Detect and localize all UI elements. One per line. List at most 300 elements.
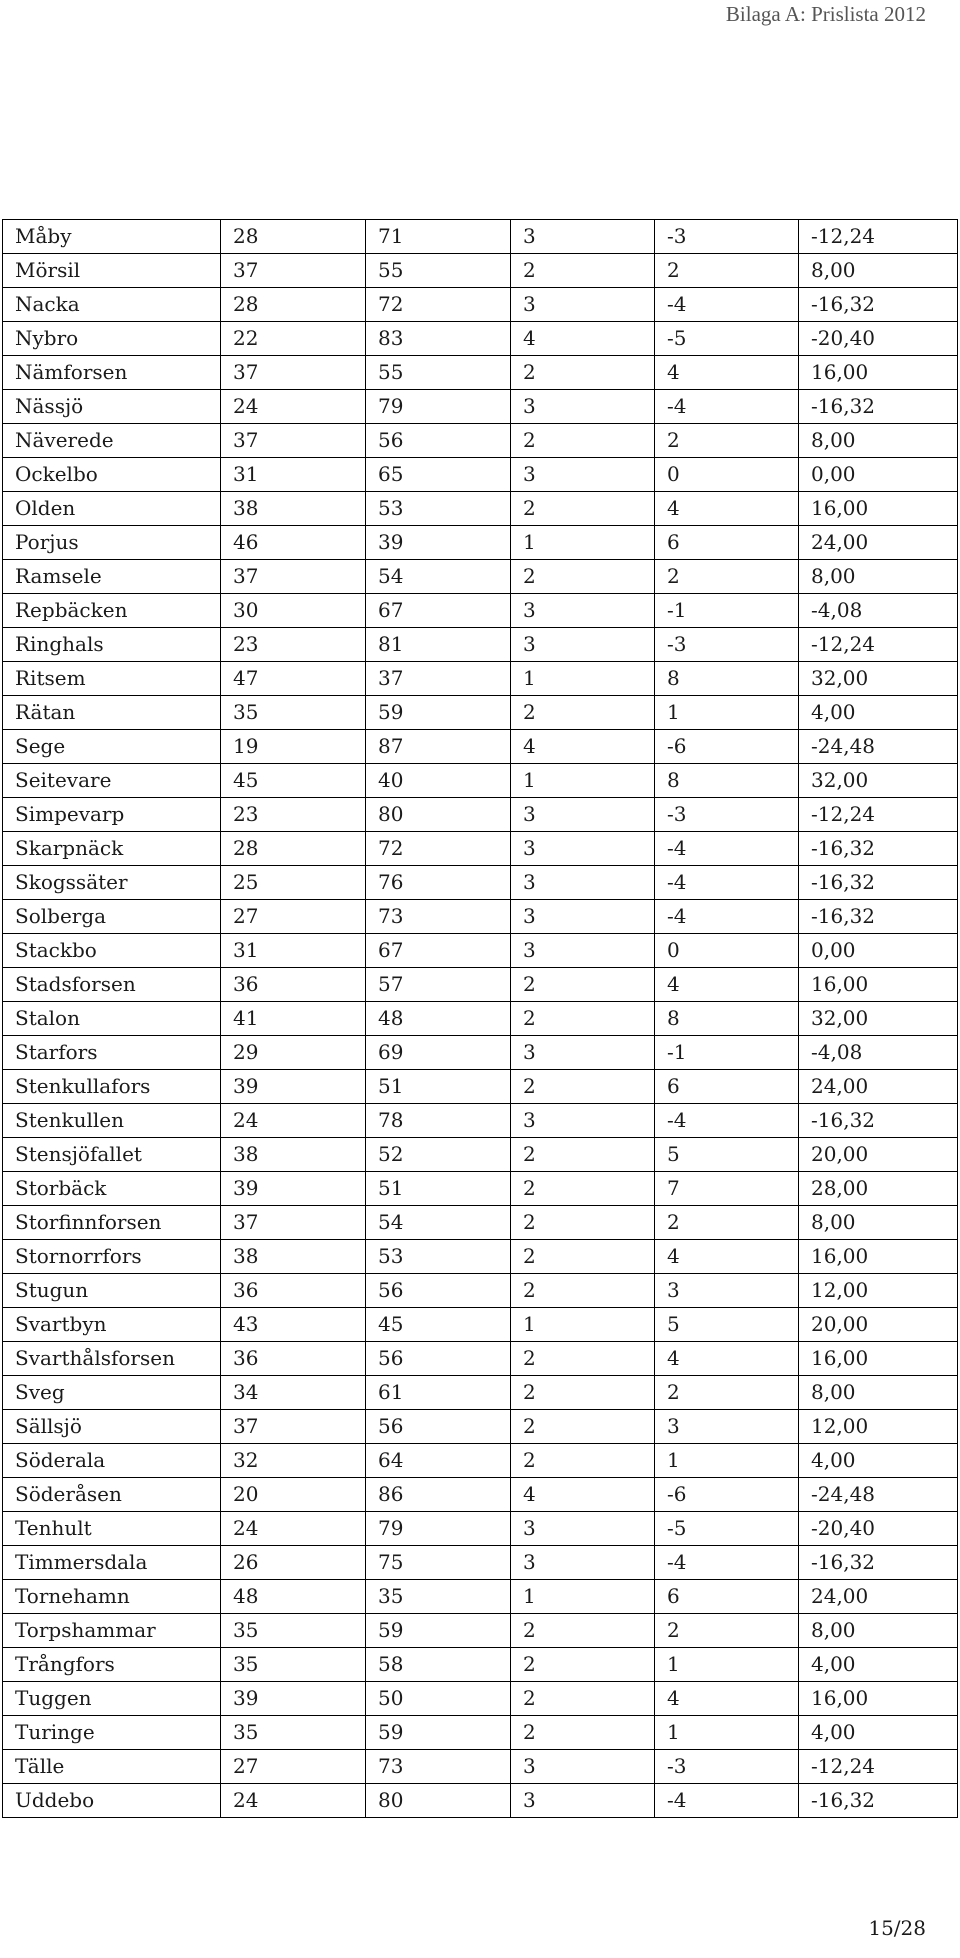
cell-location-name: Näverede <box>3 424 221 458</box>
cell-location-name: Simpevarp <box>3 798 221 832</box>
cell-amount: -24,48 <box>799 1478 958 1512</box>
cell-value-c: 3 <box>511 866 655 900</box>
cell-value-b: 59 <box>366 696 511 730</box>
cell-location-name: Nacka <box>3 288 221 322</box>
cell-value-b: 87 <box>366 730 511 764</box>
table-row <box>3 1784 958 1818</box>
cell-location-name: Trångfors <box>3 1648 221 1682</box>
cell-amount: -12,24 <box>799 1750 958 1784</box>
cell-location-name: Sveg <box>3 1376 221 1410</box>
cell-value-b: 53 <box>366 492 511 526</box>
cell-location-name: Ramsele <box>3 560 221 594</box>
cell-location-name: Stornorrfors <box>3 1240 221 1274</box>
cell-location-name: Uddebo <box>3 1784 221 1818</box>
cell-amount: 12,00 <box>799 1410 958 1444</box>
cell-location-name: Storbäck <box>3 1172 221 1206</box>
cell-amount: 8,00 <box>799 424 958 458</box>
cell-value-b: 80 <box>366 1784 511 1818</box>
cell-value-d: 1 <box>655 696 799 730</box>
cell-location-name: Tornehamn <box>3 1580 221 1614</box>
cell-value-b: 53 <box>366 1240 511 1274</box>
cell-value-a: 28 <box>221 288 366 322</box>
cell-value-c: 3 <box>511 220 655 254</box>
price-table <box>2 219 958 1818</box>
cell-value-b: 81 <box>366 628 511 662</box>
cell-location-name: Sege <box>3 730 221 764</box>
cell-amount: -4,08 <box>799 594 958 628</box>
cell-value-c: 3 <box>511 1750 655 1784</box>
cell-amount: 32,00 <box>799 764 958 798</box>
cell-amount: 4,00 <box>799 1648 958 1682</box>
cell-value-d: -3 <box>655 628 799 662</box>
cell-value-d: 2 <box>655 254 799 288</box>
cell-amount: 8,00 <box>799 1206 958 1240</box>
cell-value-d: -6 <box>655 1478 799 1512</box>
cell-value-c: 2 <box>511 1716 655 1750</box>
cell-amount: 20,00 <box>799 1308 958 1342</box>
cell-value-c: 3 <box>511 900 655 934</box>
cell-value-a: 32 <box>221 1444 366 1478</box>
cell-location-name: Svarthålsforsen <box>3 1342 221 1376</box>
cell-amount: -16,32 <box>799 1104 958 1138</box>
cell-value-c: 1 <box>511 1580 655 1614</box>
cell-value-c: 2 <box>511 1614 655 1648</box>
cell-value-c: 2 <box>511 1240 655 1274</box>
cell-amount: 24,00 <box>799 1070 958 1104</box>
cell-amount: 24,00 <box>799 526 958 560</box>
cell-location-name: Solberga <box>3 900 221 934</box>
cell-value-c: 2 <box>511 254 655 288</box>
cell-amount: 16,00 <box>799 1682 958 1716</box>
cell-value-d: 2 <box>655 1206 799 1240</box>
cell-value-c: 2 <box>511 424 655 458</box>
table-row <box>3 1648 958 1682</box>
cell-value-d: 4 <box>655 492 799 526</box>
cell-location-name: Rätan <box>3 696 221 730</box>
cell-amount: -4,08 <box>799 1036 958 1070</box>
cell-value-a: 38 <box>221 1240 366 1274</box>
cell-value-c: 3 <box>511 458 655 492</box>
cell-value-d: -6 <box>655 730 799 764</box>
cell-value-b: 56 <box>366 1410 511 1444</box>
cell-value-c: 2 <box>511 1682 655 1716</box>
cell-value-b: 56 <box>366 1274 511 1308</box>
cell-location-name: Söderåsen <box>3 1478 221 1512</box>
cell-value-a: 28 <box>221 832 366 866</box>
table-row <box>3 1172 958 1206</box>
cell-value-a: 35 <box>221 1614 366 1648</box>
cell-amount: -12,24 <box>799 628 958 662</box>
cell-amount: 8,00 <box>799 1614 958 1648</box>
cell-value-a: 48 <box>221 1580 366 1614</box>
cell-value-a: 34 <box>221 1376 366 1410</box>
cell-amount: 16,00 <box>799 356 958 390</box>
cell-location-name: Mörsil <box>3 254 221 288</box>
cell-amount: 28,00 <box>799 1172 958 1206</box>
page-header: Bilaga A: Prislista 2012 <box>725 2 926 26</box>
cell-value-c: 2 <box>511 1206 655 1240</box>
cell-amount: -16,32 <box>799 900 958 934</box>
cell-value-d: 4 <box>655 356 799 390</box>
table-row <box>3 1750 958 1784</box>
cell-location-name: Stenkullafors <box>3 1070 221 1104</box>
cell-value-d: -5 <box>655 1512 799 1546</box>
cell-value-c: 2 <box>511 1274 655 1308</box>
cell-value-c: 3 <box>511 832 655 866</box>
table-row <box>3 1716 958 1750</box>
cell-value-a: 37 <box>221 1410 366 1444</box>
cell-amount: -12,24 <box>799 798 958 832</box>
cell-value-a: 39 <box>221 1172 366 1206</box>
cell-value-b: 39 <box>366 526 511 560</box>
table-row <box>3 730 958 764</box>
cell-location-name: Skarpnäck <box>3 832 221 866</box>
table-row <box>3 1206 958 1240</box>
table-row <box>3 288 958 322</box>
cell-value-b: 52 <box>366 1138 511 1172</box>
cell-value-c: 3 <box>511 288 655 322</box>
cell-value-a: 31 <box>221 458 366 492</box>
cell-location-name: Stalon <box>3 1002 221 1036</box>
cell-value-d: 6 <box>655 1070 799 1104</box>
table-row <box>3 1682 958 1716</box>
cell-location-name: Repbäcken <box>3 594 221 628</box>
cell-value-b: 50 <box>366 1682 511 1716</box>
cell-value-c: 1 <box>511 662 655 696</box>
cell-value-c: 2 <box>511 492 655 526</box>
cell-value-d: 4 <box>655 968 799 1002</box>
cell-location-name: Ringhals <box>3 628 221 662</box>
cell-value-b: 69 <box>366 1036 511 1070</box>
cell-value-a: 24 <box>221 1512 366 1546</box>
cell-location-name: Stackbo <box>3 934 221 968</box>
cell-value-d: -4 <box>655 866 799 900</box>
cell-value-d: -4 <box>655 390 799 424</box>
cell-value-b: 51 <box>366 1070 511 1104</box>
table-row <box>3 1138 958 1172</box>
cell-amount: -16,32 <box>799 832 958 866</box>
cell-value-d: -4 <box>655 900 799 934</box>
cell-location-name: Storfinnforsen <box>3 1206 221 1240</box>
cell-location-name: Stadsforsen <box>3 968 221 1002</box>
cell-value-a: 37 <box>221 424 366 458</box>
cell-location-name: Stugun <box>3 1274 221 1308</box>
table-row <box>3 696 958 730</box>
cell-amount: 20,00 <box>799 1138 958 1172</box>
cell-amount: -16,32 <box>799 866 958 900</box>
cell-value-c: 3 <box>511 1036 655 1070</box>
cell-value-c: 2 <box>511 1444 655 1478</box>
cell-value-d: 2 <box>655 1376 799 1410</box>
cell-value-a: 31 <box>221 934 366 968</box>
cell-value-d: 1 <box>655 1444 799 1478</box>
cell-value-a: 39 <box>221 1682 366 1716</box>
cell-value-a: 35 <box>221 1716 366 1750</box>
cell-value-d: 8 <box>655 662 799 696</box>
cell-value-a: 47 <box>221 662 366 696</box>
cell-value-c: 1 <box>511 1308 655 1342</box>
cell-amount: -12,24 <box>799 220 958 254</box>
cell-value-b: 75 <box>366 1546 511 1580</box>
cell-value-a: 23 <box>221 628 366 662</box>
table-row <box>3 1580 958 1614</box>
table-row <box>3 254 958 288</box>
cell-value-a: 38 <box>221 492 366 526</box>
cell-value-c: 3 <box>511 390 655 424</box>
page-number: 15/28 <box>868 1916 926 1940</box>
cell-value-b: 59 <box>366 1716 511 1750</box>
cell-amount: -16,32 <box>799 390 958 424</box>
cell-value-b: 57 <box>366 968 511 1002</box>
cell-value-b: 56 <box>366 424 511 458</box>
cell-value-b: 78 <box>366 1104 511 1138</box>
cell-value-d: 2 <box>655 560 799 594</box>
cell-value-a: 22 <box>221 322 366 356</box>
table-row <box>3 1478 958 1512</box>
cell-amount: 8,00 <box>799 254 958 288</box>
table-row <box>3 526 958 560</box>
table-row <box>3 1104 958 1138</box>
cell-value-c: 1 <box>511 526 655 560</box>
cell-value-c: 2 <box>511 1172 655 1206</box>
cell-location-name: Tenhult <box>3 1512 221 1546</box>
cell-value-b: 67 <box>366 934 511 968</box>
cell-value-a: 36 <box>221 1274 366 1308</box>
cell-value-b: 55 <box>366 356 511 390</box>
cell-value-c: 4 <box>511 322 655 356</box>
cell-amount: 16,00 <box>799 492 958 526</box>
cell-value-a: 37 <box>221 356 366 390</box>
cell-value-b: 51 <box>366 1172 511 1206</box>
cell-location-name: Söderala <box>3 1444 221 1478</box>
cell-value-a: 29 <box>221 1036 366 1070</box>
cell-location-name: Skogssäter <box>3 866 221 900</box>
table-row <box>3 1614 958 1648</box>
cell-value-a: 20 <box>221 1478 366 1512</box>
cell-value-c: 4 <box>511 730 655 764</box>
cell-value-d: 4 <box>655 1682 799 1716</box>
cell-value-a: 38 <box>221 1138 366 1172</box>
cell-value-c: 3 <box>511 1104 655 1138</box>
cell-value-b: 56 <box>366 1342 511 1376</box>
cell-value-d: -3 <box>655 220 799 254</box>
cell-value-c: 2 <box>511 1342 655 1376</box>
cell-value-b: 80 <box>366 798 511 832</box>
cell-value-a: 46 <box>221 526 366 560</box>
cell-value-c: 3 <box>511 798 655 832</box>
cell-value-a: 30 <box>221 594 366 628</box>
cell-location-name: Timmersdala <box>3 1546 221 1580</box>
cell-value-b: 45 <box>366 1308 511 1342</box>
cell-value-b: 73 <box>366 900 511 934</box>
cell-value-b: 59 <box>366 1614 511 1648</box>
cell-value-d: -4 <box>655 288 799 322</box>
cell-amount: 8,00 <box>799 1376 958 1410</box>
cell-location-name: Seitevare <box>3 764 221 798</box>
table-row <box>3 492 958 526</box>
table-row <box>3 560 958 594</box>
table-row <box>3 1036 958 1070</box>
cell-value-d: 3 <box>655 1410 799 1444</box>
cell-value-a: 39 <box>221 1070 366 1104</box>
cell-location-name: Tuggen <box>3 1682 221 1716</box>
cell-value-d: 6 <box>655 526 799 560</box>
cell-value-c: 3 <box>511 1784 655 1818</box>
cell-value-b: 73 <box>366 1750 511 1784</box>
cell-value-a: 19 <box>221 730 366 764</box>
cell-location-name: Nybro <box>3 322 221 356</box>
cell-value-d: 2 <box>655 1614 799 1648</box>
cell-amount: 32,00 <box>799 662 958 696</box>
table-row <box>3 594 958 628</box>
cell-value-b: 71 <box>366 220 511 254</box>
cell-amount: 4,00 <box>799 696 958 730</box>
cell-value-d: 8 <box>655 1002 799 1036</box>
table-row <box>3 322 958 356</box>
cell-value-b: 58 <box>366 1648 511 1682</box>
table-row <box>3 662 958 696</box>
cell-value-c: 2 <box>511 968 655 1002</box>
table-row <box>3 220 958 254</box>
cell-amount: 16,00 <box>799 1240 958 1274</box>
cell-amount: -16,32 <box>799 1784 958 1818</box>
cell-value-b: 64 <box>366 1444 511 1478</box>
cell-value-d: -4 <box>655 1784 799 1818</box>
cell-amount: 8,00 <box>799 560 958 594</box>
cell-location-name: Porjus <box>3 526 221 560</box>
table-row <box>3 798 958 832</box>
cell-value-a: 24 <box>221 1104 366 1138</box>
cell-location-name: Tälle <box>3 1750 221 1784</box>
cell-value-c: 3 <box>511 628 655 662</box>
cell-amount: -24,48 <box>799 730 958 764</box>
cell-value-d: 4 <box>655 1342 799 1376</box>
cell-value-c: 4 <box>511 1478 655 1512</box>
cell-value-a: 27 <box>221 900 366 934</box>
cell-location-name: Nämforsen <box>3 356 221 390</box>
cell-value-d: 8 <box>655 764 799 798</box>
table-row <box>3 1410 958 1444</box>
cell-value-d: 1 <box>655 1716 799 1750</box>
cell-value-c: 2 <box>511 696 655 730</box>
cell-location-name: Starfors <box>3 1036 221 1070</box>
cell-value-b: 65 <box>366 458 511 492</box>
cell-value-d: 7 <box>655 1172 799 1206</box>
cell-value-c: 2 <box>511 1002 655 1036</box>
cell-value-c: 1 <box>511 764 655 798</box>
cell-value-a: 37 <box>221 1206 366 1240</box>
table-row <box>3 1342 958 1376</box>
cell-location-name: Turinge <box>3 1716 221 1750</box>
cell-value-a: 36 <box>221 968 366 1002</box>
cell-value-b: 72 <box>366 288 511 322</box>
cell-location-name: Måby <box>3 220 221 254</box>
cell-value-c: 2 <box>511 356 655 390</box>
cell-value-c: 3 <box>511 1546 655 1580</box>
table-row <box>3 628 958 662</box>
cell-value-b: 83 <box>366 322 511 356</box>
table-row <box>3 1002 958 1036</box>
cell-value-a: 35 <box>221 1648 366 1682</box>
cell-value-b: 48 <box>366 1002 511 1036</box>
cell-value-c: 2 <box>511 1138 655 1172</box>
cell-location-name: Stenkullen <box>3 1104 221 1138</box>
cell-value-b: 37 <box>366 662 511 696</box>
cell-amount: 12,00 <box>799 1274 958 1308</box>
cell-value-b: 76 <box>366 866 511 900</box>
cell-value-d: 4 <box>655 1240 799 1274</box>
cell-amount: -20,40 <box>799 1512 958 1546</box>
cell-value-a: 25 <box>221 866 366 900</box>
cell-value-c: 3 <box>511 594 655 628</box>
cell-value-a: 43 <box>221 1308 366 1342</box>
cell-value-d: 0 <box>655 458 799 492</box>
cell-value-d: -3 <box>655 1750 799 1784</box>
table-row <box>3 1274 958 1308</box>
cell-value-c: 2 <box>511 560 655 594</box>
cell-value-a: 28 <box>221 220 366 254</box>
cell-value-d: 3 <box>655 1274 799 1308</box>
cell-value-b: 79 <box>366 1512 511 1546</box>
cell-value-a: 35 <box>221 696 366 730</box>
table-row <box>3 764 958 798</box>
cell-value-b: 67 <box>366 594 511 628</box>
price-table-body <box>3 220 958 1818</box>
cell-value-c: 2 <box>511 1410 655 1444</box>
cell-value-b: 40 <box>366 764 511 798</box>
cell-amount: 4,00 <box>799 1716 958 1750</box>
cell-value-a: 45 <box>221 764 366 798</box>
table-row <box>3 458 958 492</box>
cell-value-a: 27 <box>221 1750 366 1784</box>
table-row <box>3 1308 958 1342</box>
cell-value-a: 41 <box>221 1002 366 1036</box>
cell-location-name: Ritsem <box>3 662 221 696</box>
cell-value-a: 24 <box>221 390 366 424</box>
cell-value-b: 55 <box>366 254 511 288</box>
cell-value-a: 26 <box>221 1546 366 1580</box>
cell-value-d: -4 <box>655 1546 799 1580</box>
cell-value-a: 36 <box>221 1342 366 1376</box>
cell-value-d: -5 <box>655 322 799 356</box>
cell-location-name: Stensjöfallet <box>3 1138 221 1172</box>
cell-value-b: 35 <box>366 1580 511 1614</box>
cell-amount: -20,40 <box>799 322 958 356</box>
table-row <box>3 356 958 390</box>
cell-value-a: 23 <box>221 798 366 832</box>
cell-value-b: 72 <box>366 832 511 866</box>
cell-value-b: 79 <box>366 390 511 424</box>
cell-value-a: 37 <box>221 254 366 288</box>
cell-location-name: Ockelbo <box>3 458 221 492</box>
cell-amount: 16,00 <box>799 1342 958 1376</box>
cell-value-d: 5 <box>655 1138 799 1172</box>
cell-value-d: -3 <box>655 798 799 832</box>
cell-value-d: 6 <box>655 1580 799 1614</box>
cell-amount: -16,32 <box>799 288 958 322</box>
cell-amount: 0,00 <box>799 458 958 492</box>
table-row <box>3 1444 958 1478</box>
cell-amount: -16,32 <box>799 1546 958 1580</box>
cell-value-b: 54 <box>366 1206 511 1240</box>
cell-value-b: 86 <box>366 1478 511 1512</box>
table-row <box>3 866 958 900</box>
table-row <box>3 424 958 458</box>
table-row <box>3 1376 958 1410</box>
cell-location-name: Nässjö <box>3 390 221 424</box>
table-row <box>3 390 958 424</box>
cell-location-name: Olden <box>3 492 221 526</box>
